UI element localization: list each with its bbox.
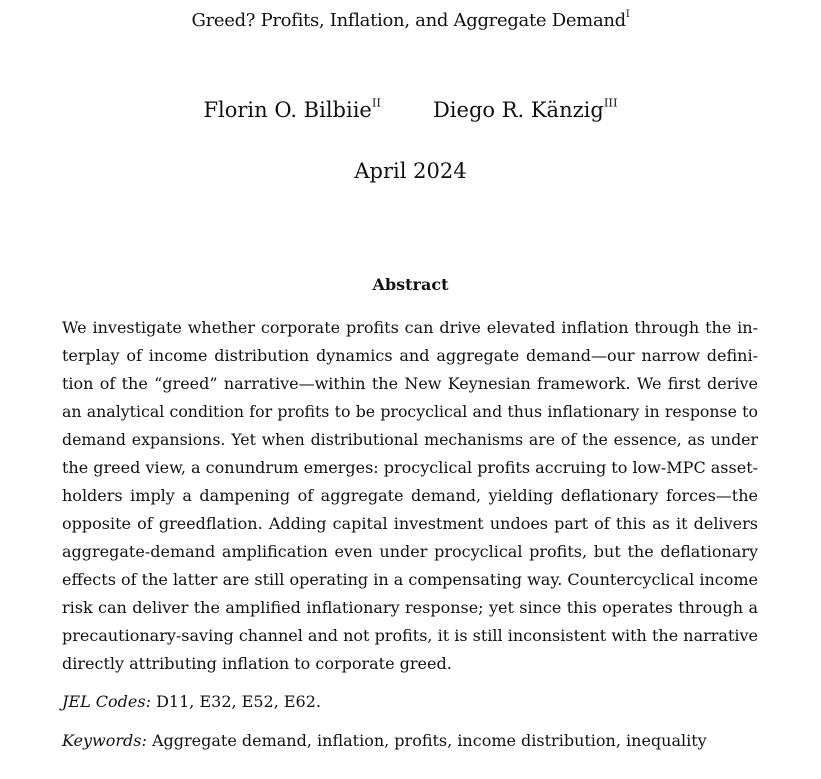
- author-2-name: Diego R. Känzig: [432, 98, 604, 122]
- keywords-value: Aggregate demand, inflation, profits, income distribution, inequality: [151, 731, 707, 750]
- abstract-line: tion of the “greed” narrative—within the New Keynesian framework. We first derive: [62, 374, 758, 393]
- abstract-body: [62, 314, 758, 678]
- jel-codes: [62, 692, 321, 711]
- author-2: [432, 95, 618, 122]
- author-list: [0, 95, 821, 122]
- abstract-line: demand expansions. Yet when distributional mechanisms are of the essence, as under: [62, 430, 758, 449]
- keywords-label: Keywords:: [62, 731, 147, 750]
- author-1: [203, 95, 381, 122]
- title-footnote-marker: I: [625, 9, 630, 21]
- author-1-name: Florin O. Bilbiie: [203, 98, 372, 122]
- publication-date: April 2024: [354, 159, 467, 183]
- abstract-line: precautionary-saving channel and not profits, it is still inconsistent with the narrative: [62, 626, 758, 645]
- abstract-line: risk can deliver the amplified inflationary response; yet since this operates through a: [62, 598, 758, 617]
- paper-title: [0, 10, 821, 31]
- paper-title-text: Greed? Profits, Inflation, and Aggregate Demand: [191, 10, 626, 31]
- jel-codes-label: JEL Codes:: [62, 692, 151, 711]
- author-1-footnote-marker: II: [371, 95, 381, 110]
- abstract-line: aggregate-demand amplification even under procyclical profits, but the deflationary: [62, 542, 758, 561]
- author-2-footnote-marker: III: [603, 95, 618, 110]
- abstract-line: terplay of income distribution dynamics and aggregate demand—our narrow defini-: [62, 346, 758, 365]
- abstract-line: directly attributing inflation to corporate greed.: [62, 654, 452, 673]
- abstract-line: holders imply a dampening of aggregate demand, yielding deflationary forces—the: [62, 486, 758, 505]
- jel-codes-value: D11, E32, E52, E62.: [156, 692, 321, 711]
- abstract-line: opposite of greedflation. Adding capital investment undoes part of this as it delivers: [62, 514, 758, 533]
- keywords: [62, 731, 707, 750]
- abstract-line: an analytical condition for profits to be procyclical and thus inflationary in response to: [62, 402, 758, 421]
- abstract-heading: Abstract: [372, 275, 449, 294]
- abstract-line: effects of the latter are still operating in a compensating way. Countercyclical income: [62, 570, 758, 589]
- abstract-line: We investigate whether corporate profits can drive elevated inflation through the in-: [62, 318, 758, 337]
- abstract-line: the greed view, a conundrum emerges: procyclical profits accruing to low-MPC asset-: [62, 458, 758, 477]
